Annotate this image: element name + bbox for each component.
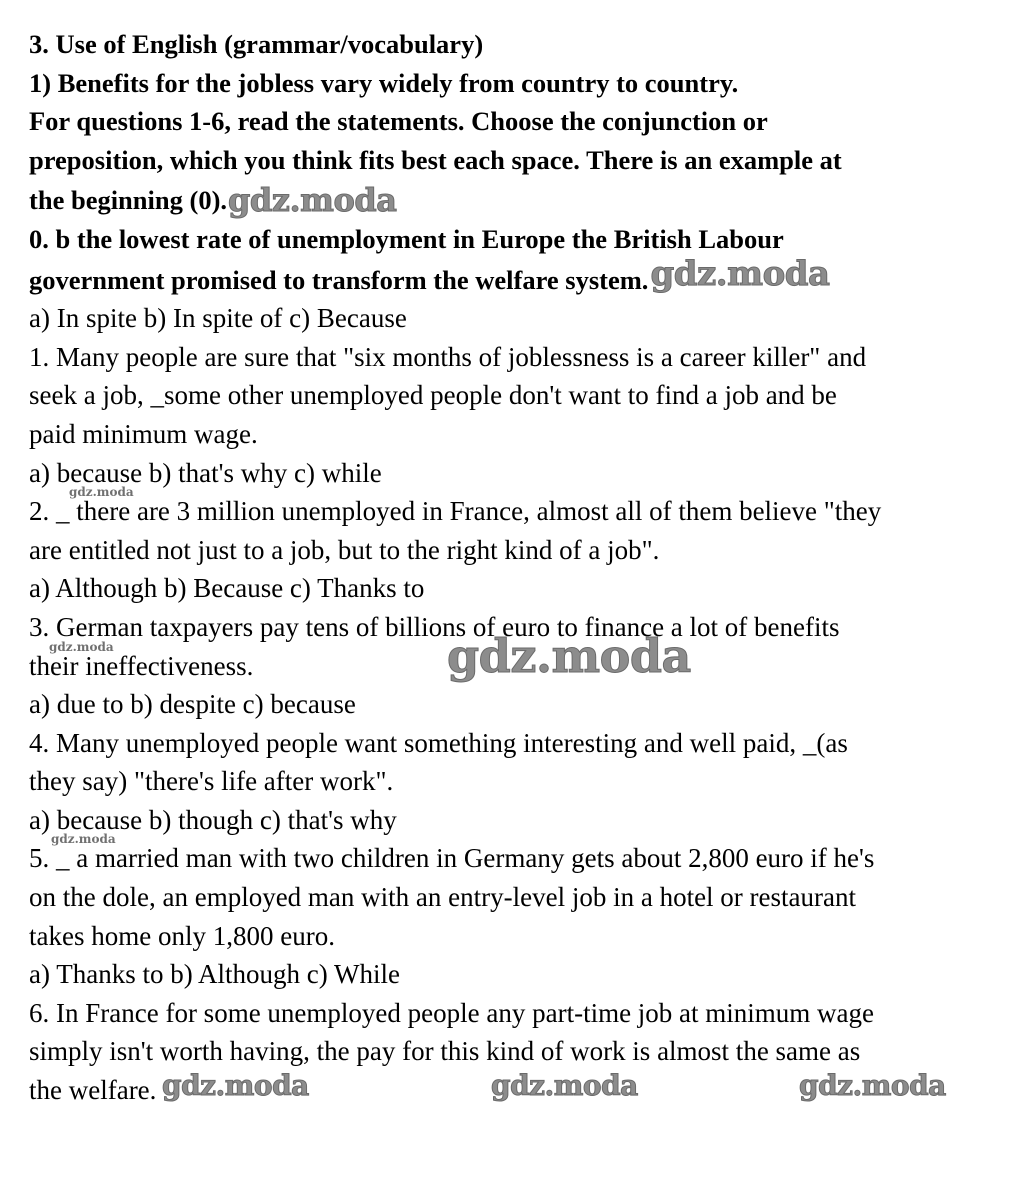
example-options: a) In spite b) In spite of c) Because [29,303,407,334]
instructions-line-3-text: the beginning (0). [29,185,228,216]
question-6-line-3 [29,1071,989,1110]
question-6-line-2: simply isn't worth having, the pay for this kind of work is almost the same as [29,1036,861,1067]
question-4-line-2: they say) "there's life after work". [29,766,394,797]
section-heading: 3. Use of English (grammar/vocabulary) [29,29,484,59]
watermark-small: gdz.moda [49,639,114,654]
question-2-line-1-text: 2. _ there are 3 million unemployed in France, almost all of them believe "they [29,496,882,527]
question-1-line-1: 1. Many people are sure that "six months of joblessness is a career killer" and [29,341,867,372]
watermark-small: gdz.moda [69,485,134,500]
question-1-line-2: seek a job, _some other unemployed people don't want to find a job and be [29,380,837,411]
question-2-options: a) Although b) Because c) Thanks to [29,573,425,604]
question-4-line-1: 4. Many unemployed people want something interesting and well paid, _(as [29,727,848,758]
example-line-1: 0. b the lowest rate of unemployment in Europe the British Labour [29,223,784,254]
example-line-2 [29,253,989,300]
question-2-line-1 [29,485,989,531]
question-2-line-2: are entitled not just to a job, but to the right kind of a job". [29,534,660,565]
question-1-line-3: paid minimum wage. [29,418,258,449]
question-6-line-3-text: the welfare. [29,1075,157,1106]
watermark-logo: gdz.moda [799,1069,946,1103]
worksheet-page [29,25,989,1110]
question-1-options: a) because b) that's why c) while [29,457,382,488]
question-5-options: a) Thanks to b) Although c) While [29,959,400,990]
question-3-line-1: 3. German taxpayers pay tens of billions of euro to finance a lot of benefits [29,611,840,642]
question-3-line-2 [29,628,989,686]
example-line-2-text: government promised to transform the welfare system. [29,264,649,295]
question-5-line-1-text: 5. _ a married man with two children in Germany gets about 2,800 euro if he's [29,843,875,874]
watermark-logo: gdz.moda [650,253,830,294]
watermark-small: gdz.moda [51,832,116,847]
instructions-line-1: For questions 1-6, read the statements. Choose the conjunction or [29,106,768,137]
instructions-line-2: preposition, which you think fits best each space. There is an example at [29,144,842,175]
question-5-line-1 [29,832,989,878]
question-3-line-2-text: their ineffectiveness. [29,650,254,681]
question-6-line-1: 6. In France for some unemployed people any part-time job at minimum wage [29,997,875,1028]
task-heading: 1) Benefits for the jobless vary widely from country to country. [29,67,739,98]
question-5-line-3: takes home only 1,800 euro. [29,920,335,951]
question-5-line-2: on the dole, an employed man with an entry-level job in a hotel or restaurant [29,882,856,913]
question-3-options: a) due to b) despite c) because [29,689,356,720]
watermark-logo-large: gdz.moda [447,628,691,683]
watermark-logo: gdz.moda [491,1069,638,1103]
watermark-logo: gdz.moda [228,181,397,220]
instructions-line-3 [29,179,989,220]
watermark-logo: gdz.moda [162,1069,309,1103]
question-4-options: a) because b) though c) that's why [29,804,397,835]
